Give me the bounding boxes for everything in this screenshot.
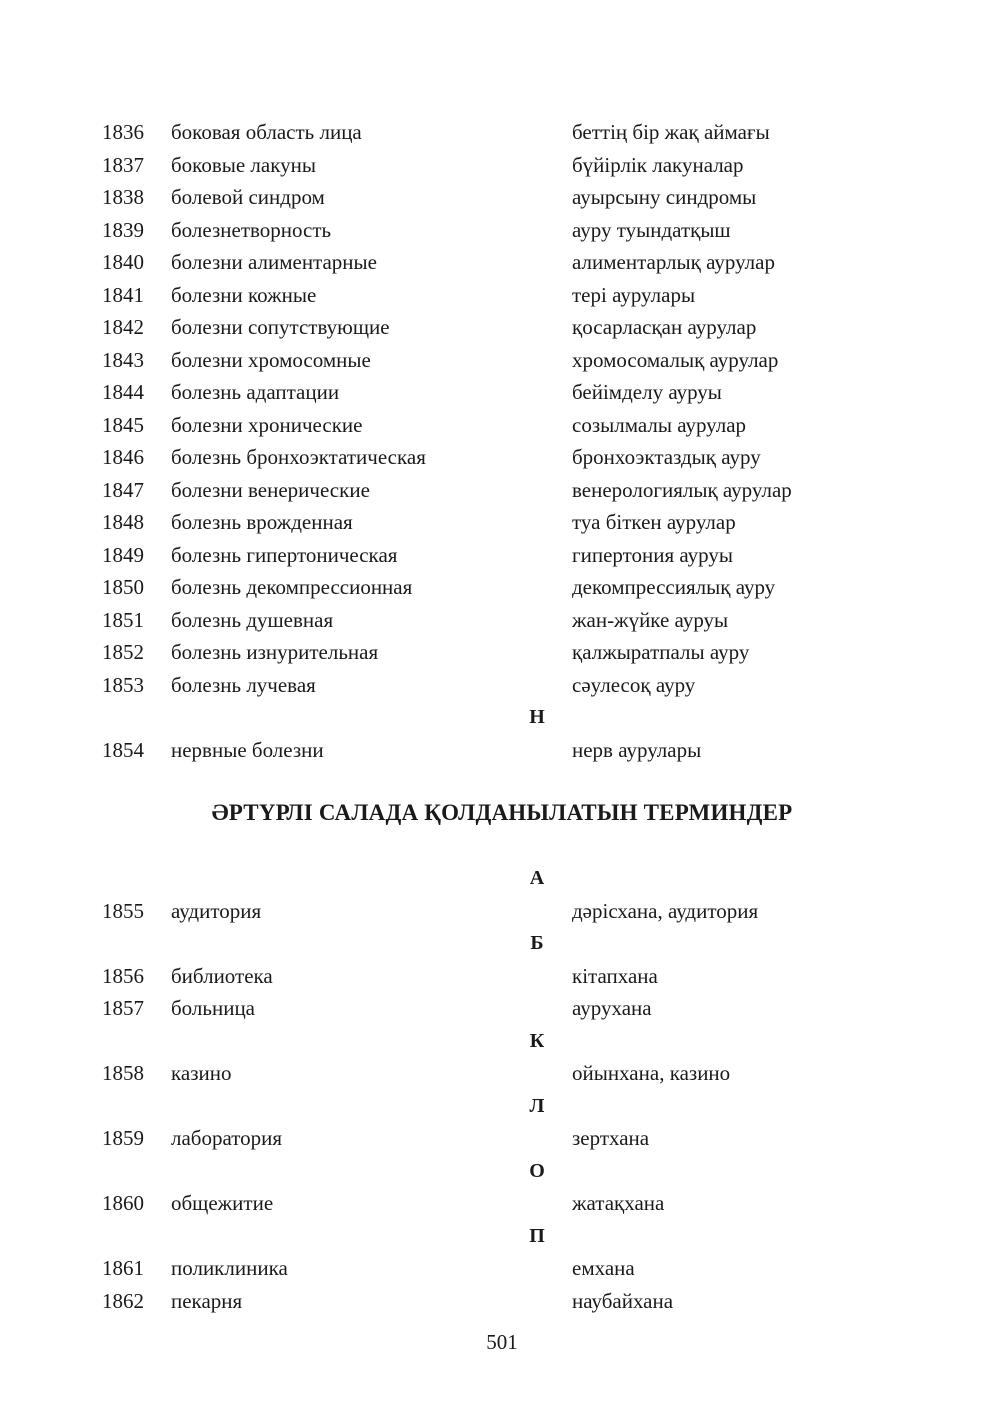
- term-russian: пекарня: [171, 1288, 243, 1313]
- term-russian: болезнь адаптации: [171, 380, 340, 404]
- term-row: [0, 279, 1004, 312]
- term-number: 1851: [102, 607, 144, 632]
- term-number: 1860: [102, 1191, 144, 1215]
- term-number: 1839: [102, 217, 144, 242]
- term-kazakh: ауру туындатқыш: [572, 217, 731, 242]
- term-row: [0, 246, 1004, 279]
- term-russian: болезнь декомпрессионная: [171, 575, 413, 599]
- term-kazakh: емхана: [572, 1256, 635, 1280]
- letter-heading: [0, 1220, 1004, 1253]
- term-number: 1857: [102, 996, 144, 1020]
- term-kazakh: наубайхана: [572, 1288, 674, 1313]
- term-russian: больница: [171, 996, 255, 1020]
- letter-heading: [0, 1155, 1004, 1188]
- letter-heading-text: Л: [529, 1094, 545, 1117]
- term-row: [0, 1252, 1004, 1285]
- term-kazakh: жатақхана: [572, 1191, 665, 1215]
- term-number: 1859: [102, 1126, 144, 1150]
- term-number: 1842: [102, 315, 144, 339]
- term-row: [0, 376, 1004, 409]
- term-russian: болезнетворность: [171, 217, 332, 242]
- term-row: [0, 960, 1004, 993]
- letter-heading: [0, 1025, 1004, 1058]
- letter-heading-text: Н: [529, 706, 545, 728]
- term-russian: болезни сопутствующие: [171, 315, 390, 339]
- term-row: [0, 149, 1004, 182]
- term-kazakh: аурухана: [572, 996, 652, 1020]
- term-russian: нервные болезни: [171, 737, 324, 762]
- letter-heading-text: О: [529, 1159, 545, 1182]
- term-russian: болезнь бронхоэктатическая: [171, 445, 426, 469]
- term-row: [0, 1122, 1004, 1155]
- term-row: [0, 734, 1004, 767]
- letter-heading-text: А: [529, 867, 545, 889]
- term-kazakh: кітапхана: [572, 963, 658, 988]
- term-russian: болезни хронические: [171, 412, 363, 437]
- term-row: [0, 604, 1004, 637]
- term-russian: болезни алиментарные: [171, 250, 377, 274]
- term-row: [0, 311, 1004, 344]
- term-russian: болезнь душевная: [171, 607, 334, 632]
- term-number: 1848: [102, 510, 144, 534]
- term-row: [0, 506, 1004, 539]
- term-row: [0, 1187, 1004, 1220]
- term-number: 1855: [102, 898, 144, 923]
- term-russian: общежитие: [171, 1191, 274, 1215]
- term-number: 1840: [102, 250, 144, 274]
- term-kazakh: гипертония ауруы: [572, 542, 734, 567]
- term-number: 1862: [102, 1288, 144, 1313]
- term-row: [0, 441, 1004, 474]
- glossary-block-diseases: [0, 116, 1004, 766]
- term-russian: болезни хромосомные: [171, 347, 371, 372]
- term-row: [0, 474, 1004, 507]
- term-number: 1846: [102, 445, 144, 469]
- term-kazakh: қосарласқан аурулар: [572, 315, 757, 339]
- term-number: 1854: [102, 737, 144, 762]
- letter-heading: [0, 862, 1004, 895]
- term-russian: боковые лакуны: [171, 152, 316, 177]
- term-row: [0, 181, 1004, 214]
- term-kazakh: беттің бір жақ аймағы: [572, 120, 770, 144]
- term-row: [0, 636, 1004, 669]
- letter-heading: [0, 701, 1004, 734]
- term-kazakh: ойынхана, казино: [572, 1061, 731, 1085]
- section-title: ӘРТҮРЛІ САЛАДА ҚОЛДАНЫЛАТЫН ТЕРМИНДЕР: [211, 800, 793, 825]
- term-row: [0, 116, 1004, 149]
- term-russian: боковая область лица: [171, 120, 362, 144]
- page-number: 501: [486, 1330, 518, 1354]
- letter-heading: [0, 927, 1004, 960]
- term-kazakh: нерв аурулары: [572, 737, 702, 762]
- term-number: 1856: [102, 963, 144, 988]
- glossary-block-various-terms: [0, 862, 1004, 1317]
- term-number: 1841: [102, 282, 144, 307]
- term-kazakh: венерологиялық аурулар: [572, 477, 792, 502]
- term-kazakh: зертхана: [572, 1126, 650, 1150]
- term-kazakh: ауырсыну синдромы: [572, 185, 757, 209]
- term-number: 1845: [102, 412, 144, 437]
- term-russian: казино: [171, 1061, 232, 1085]
- term-russian: болезни венерические: [171, 477, 370, 502]
- term-kazakh: тері аурулары: [572, 282, 696, 307]
- letter-heading: [0, 1090, 1004, 1123]
- term-kazakh: туа біткен аурулар: [572, 510, 736, 534]
- term-russian: поликлиника: [171, 1256, 288, 1280]
- term-kazakh: бейімделу ауруы: [572, 380, 722, 404]
- term-russian: библиотека: [171, 963, 273, 988]
- term-number: 1837: [102, 152, 144, 177]
- term-number: 1858: [102, 1061, 144, 1085]
- term-row: [0, 409, 1004, 442]
- term-kazakh: хромосомалық аурулар: [572, 347, 779, 372]
- term-number: 1850: [102, 575, 144, 599]
- term-russian: болезнь изнурительная: [171, 640, 379, 664]
- term-russian: болезнь врожденная: [171, 510, 353, 534]
- letter-heading-text: Б: [530, 932, 544, 954]
- term-row: [0, 1057, 1004, 1090]
- term-row: [0, 895, 1004, 928]
- term-russian: аудитория: [171, 898, 262, 923]
- term-number: 1852: [102, 640, 144, 664]
- term-kazakh: бронхоэктаздық ауру: [572, 445, 761, 469]
- term-kazakh: алиментарлық аурулар: [572, 250, 775, 274]
- term-number: 1853: [102, 672, 144, 697]
- term-row: [0, 214, 1004, 247]
- term-russian: болезни кожные: [171, 282, 317, 307]
- term-row: [0, 992, 1004, 1025]
- term-number: 1836: [102, 120, 144, 144]
- term-kazakh: декомпрессиялық ауру: [572, 575, 776, 599]
- term-row: [0, 344, 1004, 377]
- term-row: [0, 1285, 1004, 1318]
- term-number: 1847: [102, 477, 144, 502]
- term-russian: болезнь лучевая: [171, 672, 316, 697]
- term-kazakh: бүйірлік лакуналар: [572, 152, 744, 177]
- term-number: 1838: [102, 185, 144, 209]
- letter-heading-text: П: [529, 1224, 545, 1247]
- term-number: 1861: [102, 1256, 144, 1280]
- term-number: 1843: [102, 347, 144, 372]
- term-kazakh: созылмалы аурулар: [572, 412, 747, 437]
- term-kazakh: сәулесоқ ауру: [572, 672, 696, 697]
- term-kazakh: жан-жүйке ауруы: [572, 607, 729, 632]
- term-kazakh: қалжыратпалы ауру: [572, 640, 750, 664]
- term-row: [0, 539, 1004, 572]
- term-row: [0, 669, 1004, 702]
- term-russian: болевой синдром: [171, 185, 325, 209]
- term-number: 1844: [102, 380, 144, 404]
- term-russian: болезнь гипертоническая: [171, 542, 398, 567]
- term-number: 1849: [102, 542, 144, 567]
- term-kazakh: дәрісхана, аудитория: [572, 898, 759, 923]
- term-russian: лаборатория: [171, 1126, 283, 1150]
- term-row: [0, 571, 1004, 604]
- letter-heading-text: К: [529, 1029, 545, 1052]
